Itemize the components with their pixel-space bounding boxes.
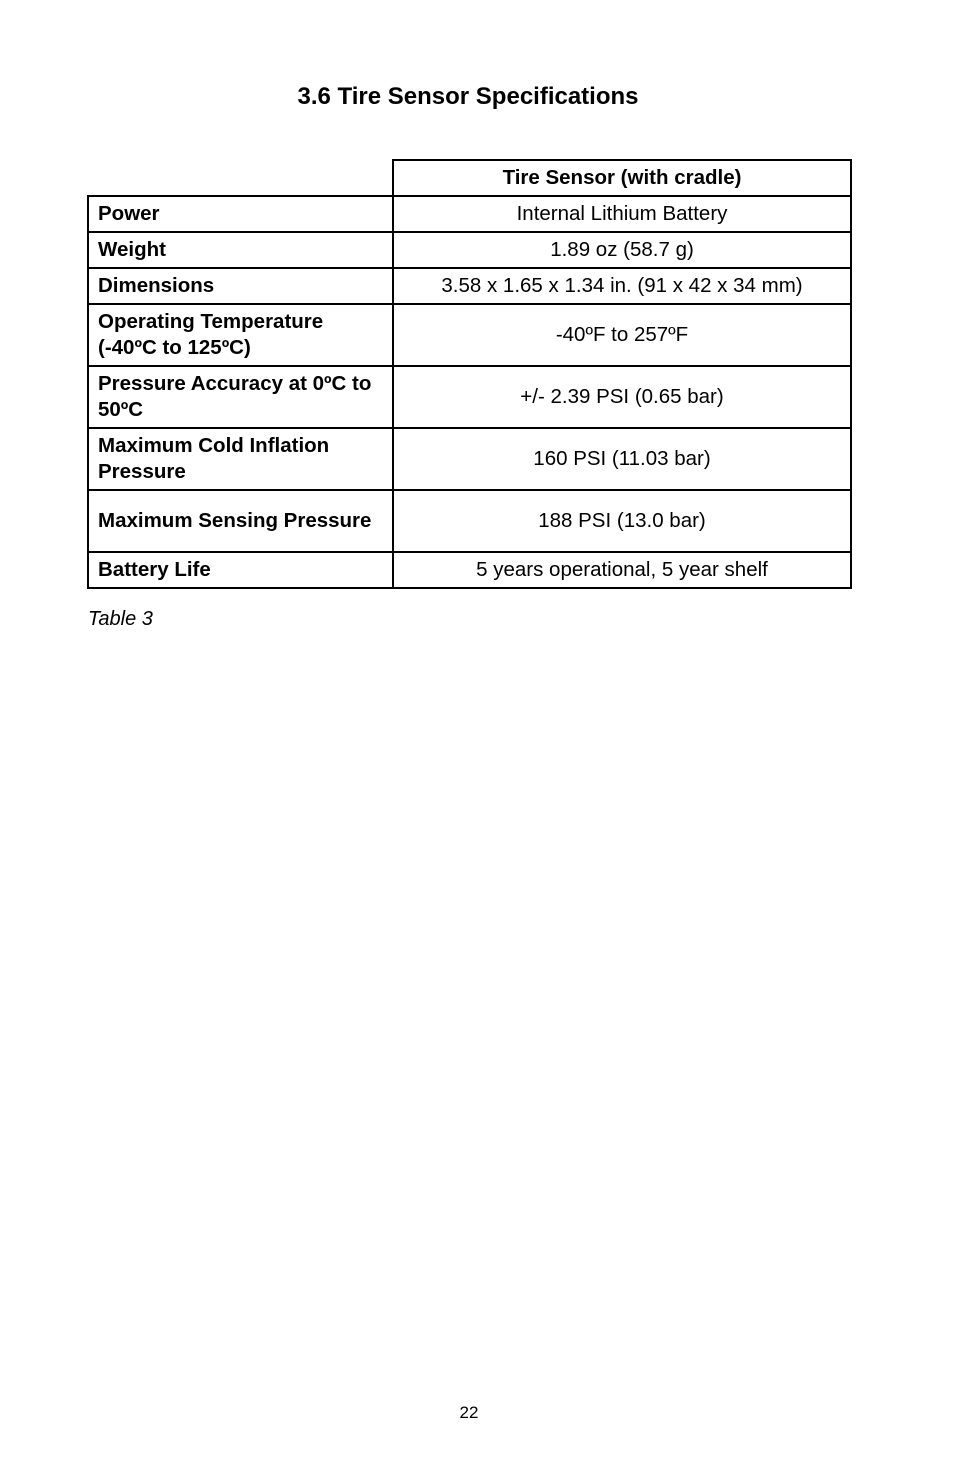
row-value: +/- 2.39 PSI (0.65 bar) bbox=[393, 366, 851, 428]
table-row-max-sensing-pressure bbox=[88, 490, 851, 552]
row-label: Pressure Accuracy at 0ºC to 50ºC bbox=[88, 366, 393, 428]
row-value: 5 years operational, 5 year shelf bbox=[393, 552, 851, 588]
table-header-row bbox=[88, 160, 851, 196]
table-row-battery-life bbox=[88, 552, 851, 588]
row-label: Dimensions bbox=[88, 268, 393, 304]
column-header: Tire Sensor (with cradle) bbox=[393, 160, 851, 196]
table-row-max-cold-inflation bbox=[88, 428, 851, 490]
row-label: Maximum Cold Inflation Pressure bbox=[88, 428, 393, 490]
row-value: 188 PSI (13.0 bar) bbox=[393, 490, 851, 552]
table-row-dimensions bbox=[88, 268, 851, 304]
row-value: -40ºF to 257ºF bbox=[393, 304, 851, 366]
row-value: 1.89 oz (58.7 g) bbox=[393, 232, 851, 268]
row-value: 3.58 x 1.65 x 1.34 in. (91 x 42 x 34 mm) bbox=[393, 268, 851, 304]
row-label: Weight bbox=[88, 232, 393, 268]
table-row-power bbox=[88, 196, 851, 232]
table-row-operating-temperature bbox=[88, 304, 851, 366]
row-label: Battery Life bbox=[88, 552, 393, 588]
row-value: Internal Lithium Battery bbox=[393, 196, 851, 232]
row-value: 160 PSI (11.03 bar) bbox=[393, 428, 851, 490]
table-row-weight bbox=[88, 232, 851, 268]
row-label: Power bbox=[88, 196, 393, 232]
page-number: 22 bbox=[459, 1403, 479, 1422]
row-label: Operating Temperature (-40ºC to 125ºC) bbox=[88, 304, 393, 366]
table-row-pressure-accuracy bbox=[88, 366, 851, 428]
page-title: 3.6 Tire Sensor Specifications bbox=[297, 83, 639, 110]
table-corner-cell bbox=[88, 160, 393, 196]
row-label: Maximum Sensing Pressure bbox=[88, 490, 393, 552]
table-caption: Table 3 bbox=[88, 608, 153, 630]
spec-table bbox=[87, 159, 852, 589]
